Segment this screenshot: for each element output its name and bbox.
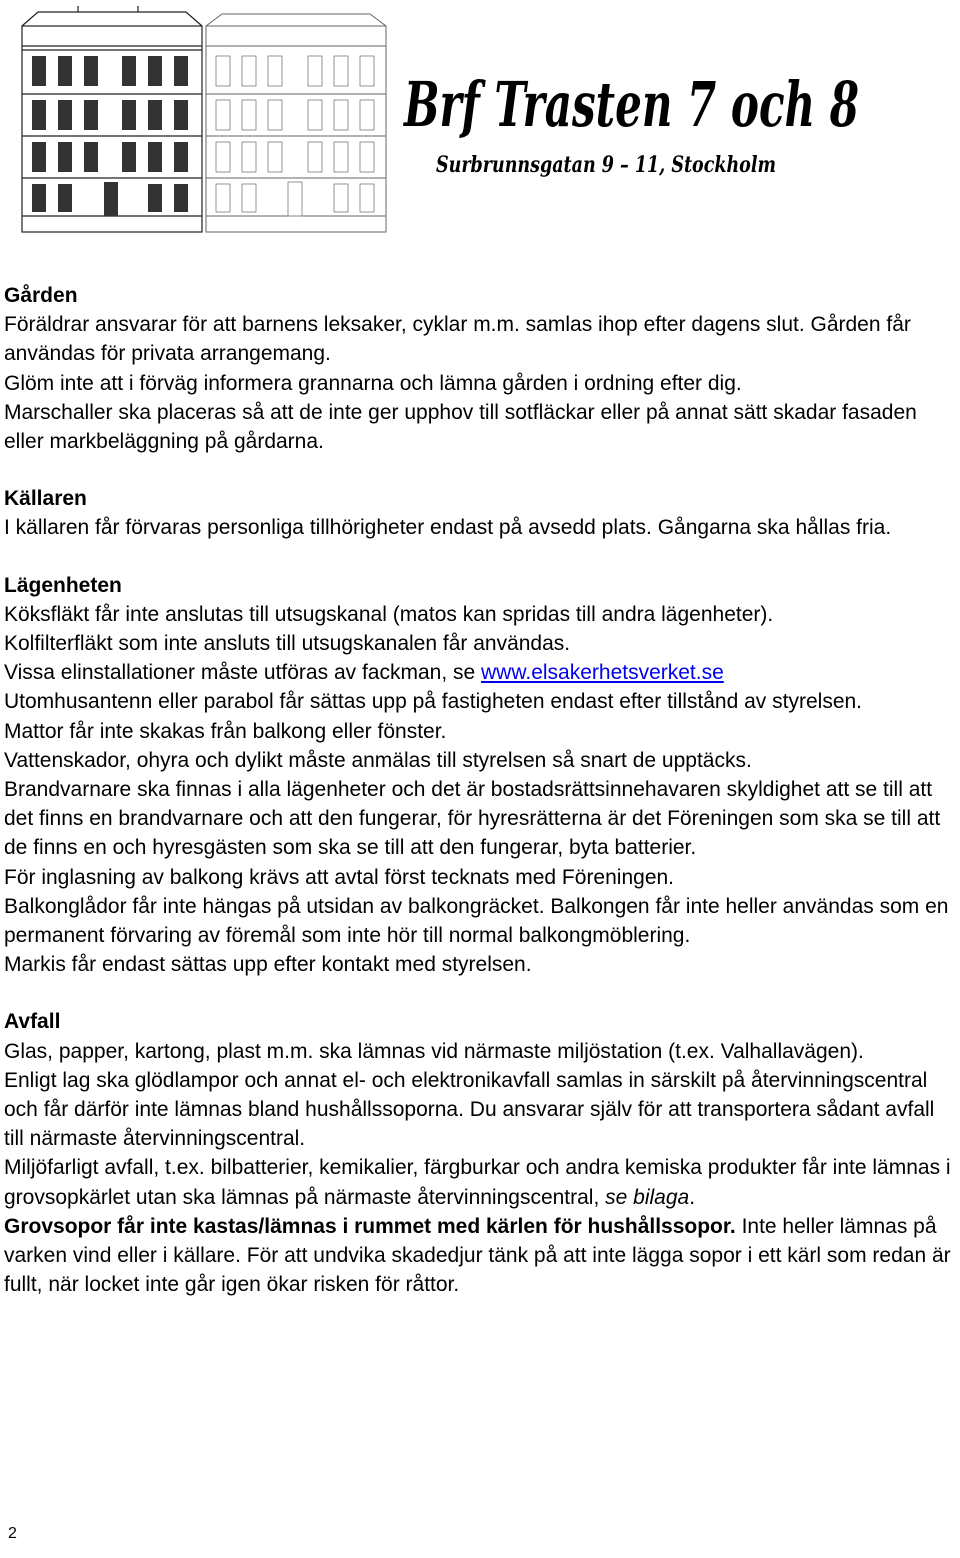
paragraph-text: Vissa elinstallationer måste utföras av fackman, se bbox=[4, 661, 482, 685]
elsakerhetsverket-link[interactable]: www.elsakerhetsverket.se bbox=[481, 661, 724, 685]
bold-warning: Grovsopor får inte kastas/lämnas i rummet med kärlen för hushållssopor. bbox=[4, 1214, 736, 1238]
appendix-reference: se bilaga bbox=[605, 1185, 690, 1209]
paragraph-end: . bbox=[689, 1185, 696, 1209]
heading-garden: Gården bbox=[4, 284, 78, 307]
logo-subtitle: Surbrunnsgatan 9 – 11, Stockholm bbox=[436, 152, 776, 178]
paragraph: För inglasning av balkong krävs att avtal först tecknats med Föreningen. bbox=[4, 865, 675, 889]
paragraph-with-italic bbox=[4, 1153, 956, 1211]
paragraph: Markis får endast sättas upp efter kontakt med styrelsen. bbox=[4, 953, 532, 977]
paragraph: Vattenskador, ohyra och dylikt måste anmälas till styrelsen så snart de upptäcks. bbox=[4, 748, 752, 772]
header bbox=[0, 0, 960, 240]
document-body bbox=[4, 281, 956, 1300]
paragraph: Enligt lag ska glödlampor och annat el- och elektronikavfall samlas in särskilt på återvinningscentral och får därför inte lämnas bland hushållssoporna. Du ansvarar själv för att transportera sådant avfall till närmaste återvinningscentral. bbox=[4, 1068, 935, 1151]
section-apartment bbox=[4, 571, 956, 980]
logo-title: Brf Trasten 7 och 8 bbox=[402, 68, 859, 141]
section-waste bbox=[4, 1007, 956, 1299]
paragraph-text: Miljöfarligt avfall, t.ex. bilbatterier, kemikalier, färgburkar och andra kemiska produkter får inte lämnas i grovsopkärlet utan ska lämnas på närmaste återvinningscentral, bbox=[4, 1156, 951, 1209]
paragraph-text: Inte heller lämnas på varken vind eller i källare. För att undvika skadedjur tänk på att inte lägga sopor i ett kärl som redan är fullt, när locket inte går igen ökar risken för råttor. bbox=[4, 1214, 951, 1297]
paragraph-with-bold bbox=[4, 1212, 956, 1300]
section-cellar bbox=[4, 484, 956, 542]
paragraph: Utomhusantenn eller parabol får sättas upp på fastigheten endast efter tillstånd av styrelsen. bbox=[4, 690, 863, 714]
heading-cellar: Källaren bbox=[4, 487, 87, 511]
paragraph: Glöm inte att i förväg informera grannarna och lämna gården i ordning efter dig. bbox=[4, 371, 742, 395]
logo bbox=[398, 56, 868, 186]
paragraph-with-link bbox=[4, 658, 956, 687]
paragraph: Köksfläkt får inte anslutas till utsugskanal (matos kan spridas till andra lägenheter). bbox=[4, 602, 774, 626]
paragraph: I källaren får förvaras personliga tillhörigheter endast på avsedd plats. Gångarna ska hållas fria. bbox=[4, 516, 892, 540]
paragraph: Balkonglådor får inte hängas på utsidan av balkongräcket. Balkongen får inte heller användas som en permanent förvaring av föremål som inte hör till normal balkongmöblering. bbox=[4, 894, 949, 948]
paragraph: Brandvarnare ska finnas i alla lägenheter och det är bostadsrättsinnehavaren skyldighet att se till att det finns en brandvarnare och att den fungerar, för hyresrätterna är det Föreningen som ska se till att de finns en och hyresgästen som ska se till att den fungerar, byta batterier. bbox=[4, 778, 941, 860]
heading-apartment: Lägenheten bbox=[4, 573, 122, 597]
section-garden bbox=[4, 281, 956, 456]
paragraph: Kolfilterfläkt som inte ansluts till utsugskanalen får användas. bbox=[4, 632, 571, 656]
paragraph: Marschaller ska placeras så att de inte ger upphov till sotfläckar eller på annat sätt skadar fasaden eller markbeläggning på gårdarna. bbox=[4, 400, 917, 454]
building-drawing bbox=[18, 6, 393, 236]
paragraph: Mattor får inte skakas från balkong eller fönster. bbox=[4, 719, 447, 743]
page-number: 2 bbox=[8, 1525, 17, 1542]
paragraph: Föräldrar ansvarar för att barnens leksaker, cyklar m.m. samlas ihop efter dagens slut. Gården får användas för privata arrangemang. bbox=[4, 313, 911, 366]
paragraph: Glas, papper, kartong, plast m.m. ska lämnas vid närmaste miljöstation (t.ex. Valhallavägen). bbox=[4, 1039, 864, 1063]
heading-waste: Avfall bbox=[4, 1010, 61, 1034]
